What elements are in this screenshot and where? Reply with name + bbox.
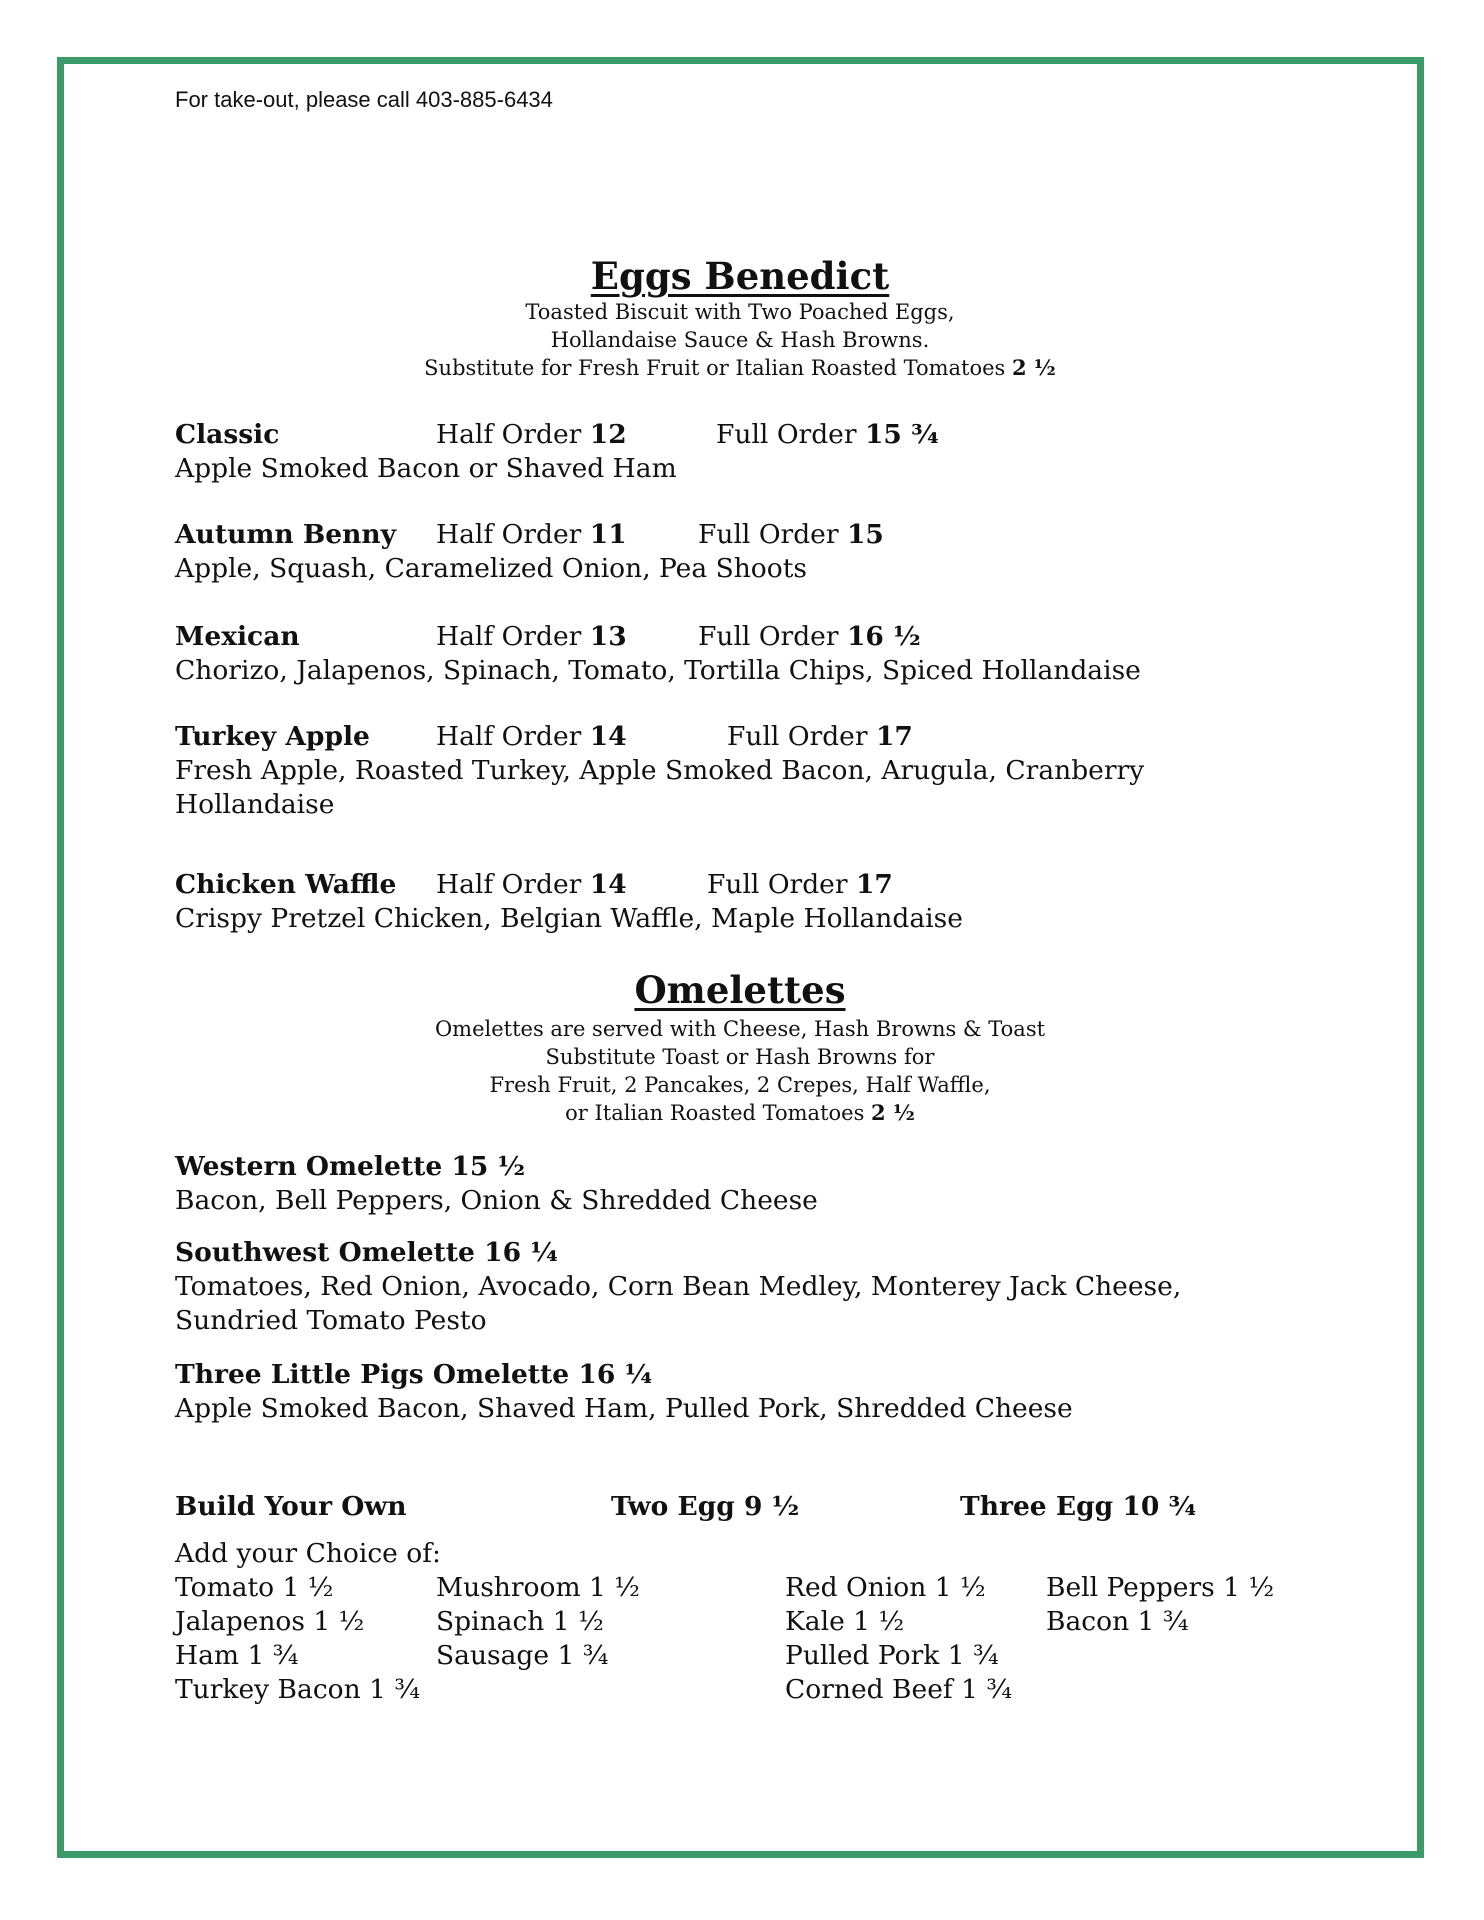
item-name: Turkey Apple bbox=[175, 721, 370, 752]
half-order: Half Order 12 bbox=[436, 419, 627, 450]
addon-item: Turkey Bacon 1 ¾ bbox=[175, 1674, 421, 1705]
item-price: 15 ½ bbox=[451, 1151, 526, 1182]
addon-item: Sausage 1 ¾ bbox=[436, 1640, 609, 1671]
desc-line: Tomatoes, Red Onion, Avocado, Corn Bean Medley, Monterey Jack Cheese, bbox=[175, 1271, 1182, 1302]
item-name: Three Little Pigs Omelette bbox=[175, 1359, 570, 1390]
full-order: Full Order 17 bbox=[707, 869, 893, 900]
add-choice-label: Add your Choice of: bbox=[175, 1538, 441, 1569]
item-price: 16 ¼ bbox=[484, 1237, 558, 1268]
item-description: Chorizo, Jalapenos, Spinach, Tomato, Tortilla Chips, Spiced Hollandaise bbox=[175, 655, 1141, 686]
addon-item: Bacon 1 ¾ bbox=[1046, 1606, 1189, 1637]
substitute-text: Substitute for Fresh Fruit or Italian Roasted Tomatoes bbox=[424, 356, 1006, 380]
desc-line: Sundried Tomato Pesto bbox=[175, 1305, 487, 1336]
addon-item: Tomato 1 ½ bbox=[175, 1572, 334, 1603]
item-description: Apple Smoked Bacon or Shaved Ham bbox=[175, 453, 677, 484]
takeout-notice: For take-out, please call 403-885-6434 bbox=[175, 87, 553, 112]
menu-item-classic bbox=[175, 418, 1305, 452]
three-egg-price: Three Egg 10 ¾ bbox=[960, 1491, 1197, 1522]
menu-item-southwest-omelette bbox=[175, 1236, 558, 1270]
addon-item: Corned Beef 1 ¾ bbox=[785, 1674, 1013, 1705]
item-name: Autumn Benny bbox=[175, 519, 397, 550]
substitute-price: 2 ½ bbox=[871, 1100, 915, 1125]
menu-item-turkey-apple bbox=[175, 720, 1305, 754]
item-price: 16 ¼ bbox=[578, 1359, 653, 1390]
subtitle-line: Fresh Fruit, 2 Pancakes, 2 Crepes, Half Waffle, bbox=[489, 1073, 991, 1097]
full-order: Full Order 15 ¾ bbox=[716, 419, 939, 450]
menu-item-mexican bbox=[175, 620, 1305, 654]
two-egg-price: Two Egg 9 ½ bbox=[611, 1491, 800, 1522]
item-description: Apple Smoked Bacon, Shaved Ham, Pulled Pork, Shredded Cheese bbox=[175, 1393, 1073, 1424]
substitute-line bbox=[175, 1099, 1305, 1127]
menu-page bbox=[175, 0, 1305, 1920]
subtitle-line: Omelettes are served with Cheese, Hash Browns & Toast bbox=[434, 1017, 1046, 1041]
full-order: Full Order 17 bbox=[727, 721, 913, 752]
item-name: Western Omelette bbox=[175, 1151, 443, 1182]
subtitle-line: Toasted Biscuit with Two Poached Eggs, bbox=[525, 300, 955, 324]
addon-item: Mushroom 1 ½ bbox=[436, 1572, 640, 1603]
substitute-text: or Italian Roasted Tomatoes bbox=[565, 1101, 865, 1125]
build-your-own-row bbox=[175, 1490, 1305, 1524]
item-description: Apple, Squash, Caramelized Onion, Pea Shoots bbox=[175, 553, 807, 584]
omelettes-subtitle bbox=[175, 1015, 1305, 1127]
addon-item: Pulled Pork 1 ¾ bbox=[785, 1640, 999, 1671]
item-name: Southwest Omelette bbox=[175, 1237, 475, 1268]
item-description bbox=[175, 754, 1275, 822]
addon-item: Ham 1 ¾ bbox=[175, 1640, 299, 1671]
addon-column-4 bbox=[1046, 1571, 1274, 1639]
item-description: Crispy Pretzel Chicken, Belgian Waffle, Maple Hollandaise bbox=[175, 903, 963, 934]
desc-line: Hollandaise bbox=[175, 789, 335, 820]
item-name: Mexican bbox=[175, 621, 300, 652]
full-order: Full Order 16 ½ bbox=[698, 621, 921, 652]
subtitle-line: Substitute Toast or Hash Browns for bbox=[545, 1045, 935, 1069]
addon-column-1 bbox=[175, 1571, 420, 1707]
half-order: Half Order 11 bbox=[436, 519, 627, 550]
addon-item: Red Onion 1 ½ bbox=[785, 1572, 986, 1603]
half-order: Half Order 14 bbox=[436, 869, 627, 900]
menu-item-three-little-pigs-omelette bbox=[175, 1358, 652, 1392]
addon-item: Spinach 1 ½ bbox=[436, 1606, 604, 1637]
substitute-line bbox=[175, 354, 1305, 382]
addon-item: Jalapenos 1 ½ bbox=[175, 1606, 365, 1637]
addon-column-3 bbox=[785, 1571, 1012, 1707]
section-title-eggs-benedict: Eggs Benedict bbox=[590, 254, 890, 298]
addon-item: Bell Peppers 1 ½ bbox=[1046, 1572, 1275, 1603]
item-description: Bacon, Bell Peppers, Onion & Shredded Cheese bbox=[175, 1185, 818, 1216]
item-description bbox=[175, 1270, 1275, 1338]
menu-item-western-omelette bbox=[175, 1150, 525, 1184]
substitute-price: 2 ½ bbox=[1012, 355, 1056, 380]
menu-item-chicken-waffle bbox=[175, 868, 1305, 902]
section-title-omelettes: Omelettes bbox=[634, 968, 846, 1012]
menu-item-autumn-benny bbox=[175, 518, 1305, 552]
build-label: Build Your Own bbox=[175, 1491, 407, 1522]
subtitle-line: Hollandaise Sauce & Hash Browns. bbox=[550, 328, 930, 352]
addon-column-2 bbox=[436, 1571, 640, 1673]
item-name: Chicken Waffle bbox=[175, 869, 397, 900]
half-order: Half Order 13 bbox=[436, 621, 627, 652]
item-name: Classic bbox=[175, 419, 280, 450]
full-order: Full Order 15 bbox=[698, 519, 884, 550]
benedict-subtitle bbox=[175, 298, 1305, 382]
half-order: Half Order 14 bbox=[436, 721, 627, 752]
desc-line: Fresh Apple, Roasted Turkey, Apple Smoked Bacon, Arugula, Cranberry bbox=[175, 755, 1145, 786]
addon-item: Kale 1 ½ bbox=[785, 1606, 905, 1637]
